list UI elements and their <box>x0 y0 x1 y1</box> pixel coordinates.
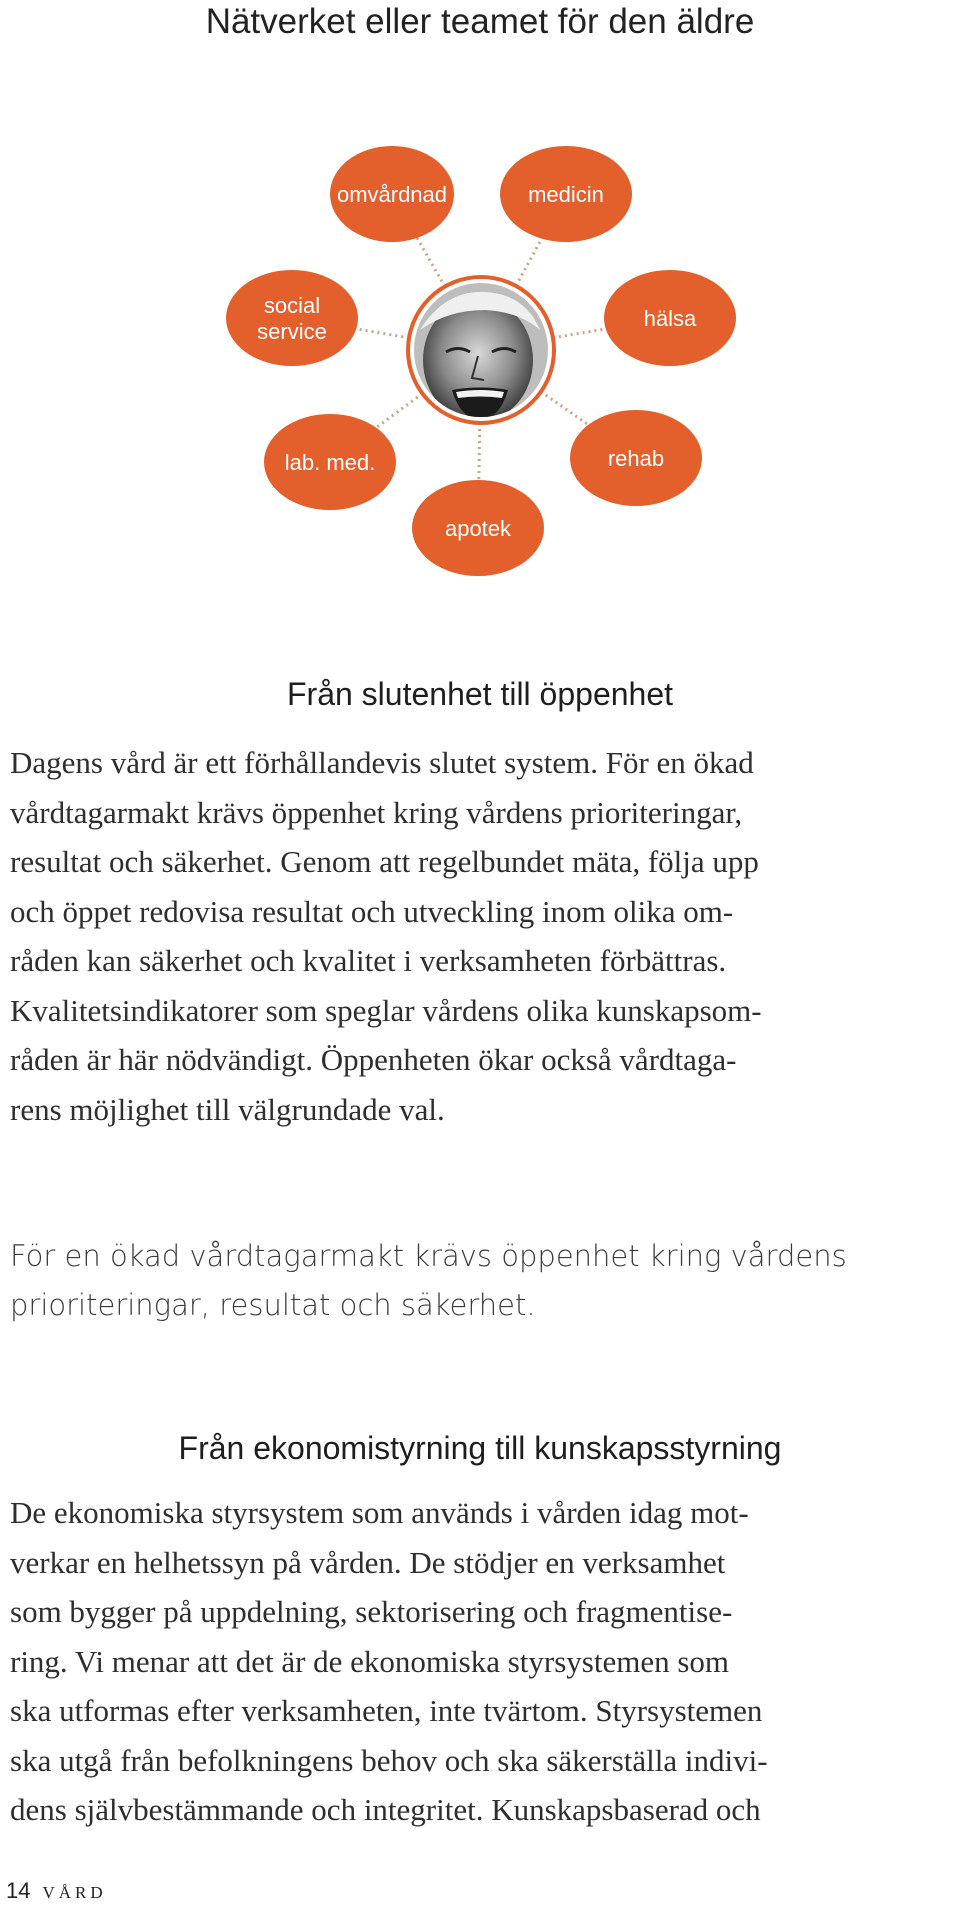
paragraph-line: råden är här nödvändigt. Öppenheten ökar också vårdtaga- <box>10 1042 737 1077</box>
paragraph-knowledge-steering <box>10 1488 950 1835</box>
connector-medicin <box>516 239 542 286</box>
pull-quote-line: prioriteringar, resultat och säkerhet. <box>10 1288 536 1322</box>
node-label: rehab <box>607 446 665 471</box>
pull-quote-line: För en ökad vårdtagarmakt krävs öppenhet kring vårdens <box>10 1239 847 1273</box>
node-apotek <box>412 480 544 576</box>
connector-halsa <box>553 329 606 338</box>
center-portrait <box>408 267 555 425</box>
node-omvardnad <box>330 146 454 242</box>
pull-quote <box>10 1232 950 1330</box>
section-heading-openness: Från slutenhet till öppenhet <box>286 676 674 712</box>
paragraph-openness <box>10 738 950 1134</box>
connector-omvardnad <box>417 238 445 287</box>
node-label: lab. med. <box>284 450 376 475</box>
paragraph-line: som bygger på uppdelning, sektorisering och fragmentise- <box>10 1594 733 1629</box>
node-label: medicin <box>528 182 604 207</box>
paragraph-line: vårdtagarmakt krävs öppenhet kring vårdens prioriteringar, <box>10 794 743 830</box>
connector-apotek <box>479 423 480 480</box>
node-label: apotek <box>444 516 512 541</box>
network-diagram-graphic <box>0 0 960 640</box>
paragraph-line: De ekonomiska styrsystem som används i vården idag mot- <box>10 1495 749 1530</box>
paragraph-line: resultat och säkerhet. Genom att regelbundet mäta, följa upp <box>10 844 759 879</box>
connector-lab-med <box>376 393 422 427</box>
paragraph-line: verkar en helhetssyn på vården. De stödjer en verksamhet <box>10 1544 726 1580</box>
paragraph-line: rens möjlighet till välgrundade val. <box>10 1091 445 1127</box>
diagram-title: Nätverket eller teamet för den äldre <box>205 2 755 41</box>
footer-section-label: VÅRD <box>42 1883 107 1902</box>
node-social-service <box>226 270 358 366</box>
section-heading-knowledge-steering: Från ekonomistyrning till kunskapsstyrning <box>178 1430 782 1466</box>
paragraph-line: och öppet redovisa resultat och utveckling inom olika om- <box>10 893 734 929</box>
node-label: hälsa <box>643 306 697 331</box>
paragraph-line: Dagens vård är ett förhållandevis slutet system. För en ökad <box>10 745 754 780</box>
paragraph-line: dens självbestämmande och integritet. Kunskapsbaserad och <box>10 1792 761 1827</box>
connector-rehab <box>541 392 588 425</box>
node-label: social <box>263 293 321 318</box>
node-lab-med <box>264 414 396 510</box>
paragraph-line: råden kan säkerhet och kvalitet i verksamheten förbättras. <box>10 943 727 978</box>
node-halsa <box>604 270 736 366</box>
paragraph-line: ring. Vi menar att det är de ekonomiska styrsystemen som <box>10 1643 730 1679</box>
paragraph-line: Kvalitetsindikatorer som speglar vårdens olika kunskapsom- <box>10 992 762 1028</box>
node-label: service <box>257 319 327 344</box>
node-medicin <box>500 146 632 242</box>
page-footer <box>6 1878 107 1904</box>
node-label: omvårdnad <box>336 182 448 207</box>
paragraph-line: ska utformas efter verksamheten, inte tvärtom. Styrsystemen <box>10 1693 763 1728</box>
node-bubble <box>226 270 358 366</box>
node-rehab <box>570 410 702 506</box>
page-number: 14 <box>6 1878 31 1903</box>
paragraph-line: ska utgå från befolkningens behov och ska säkerställa indivi- <box>10 1742 768 1778</box>
connector-social-service <box>356 329 409 338</box>
